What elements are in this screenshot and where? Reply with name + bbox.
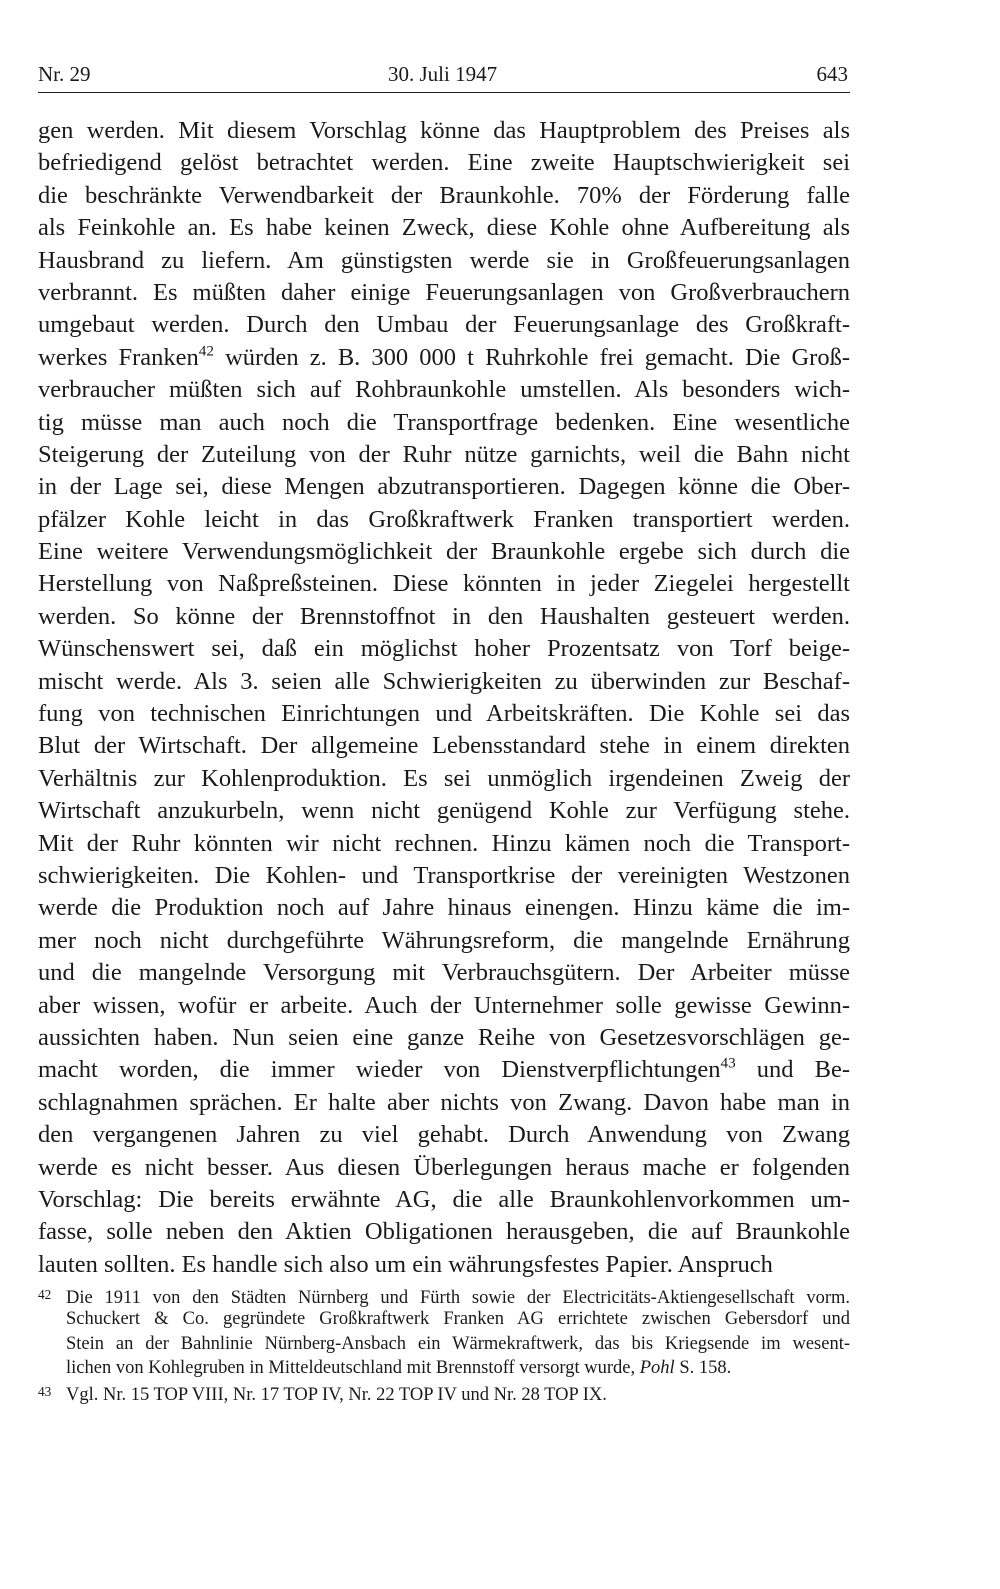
- text-line: werden. So könne der Brennstoffnot in den Haushalten gesteuert werden.: [38, 602, 850, 630]
- text-line: den vergangenen Jahren zu viel gehabt. Durch Anwendung von Zwang: [38, 1121, 850, 1149]
- text-line: Wünschenswert sei, daß ein möglichst hoher Prozentsatz von Torf beige-: [38, 635, 850, 663]
- text-line: als Feinkohle an. Es habe keinen Zweck, diese Kohle ohne Aufbereitung als: [38, 214, 850, 242]
- document-date: 30. Juli 1947: [388, 62, 498, 86]
- text-line: Hausbrand zu liefern. Am günstigsten werde sie in Großfeuerungsanlagen: [38, 246, 850, 274]
- footnote-ref-43[interactable]: 43: [720, 1054, 736, 1072]
- text-line: Blut der Wirtschaft. Der allgemeine Lebensstandard stehe in einem direkten: [38, 732, 850, 760]
- text-line: Mit der Ruhr könnten wir nicht rechnen. Hinzu kämen noch die Transport-: [38, 829, 850, 857]
- line-start: werkes Franken: [38, 343, 199, 371]
- text-line: verbrannt. Es müßten daher einige Feuerungsanlagen von Großverbrauchern: [38, 278, 850, 306]
- footnote-42: [38, 1283, 850, 1307]
- running-header: [38, 56, 850, 93]
- footnote-number: 42: [38, 1287, 52, 1302]
- text-line: pfälzer Kohle leicht in das Großkraftwerk Franken transportiert werden.: [38, 505, 850, 533]
- text-line: mer noch nicht durchgeführte Währungsreform, die mangelnde Ernährung: [38, 926, 850, 954]
- footnote-line: [66, 1356, 850, 1380]
- text-line: Eine weitere Verwendungsmöglichkeit der Braunkohle ergebe sich durch die: [38, 538, 850, 566]
- footnote-line: Die 1911 von den Städten Nürnberg und Fürth sowie der Electricitäts-Aktiengesellschaft vorm.: [66, 1287, 850, 1308]
- text-line: Wirtschaft anzukurbeln, wenn nicht genügend Kohle zur Verfügung stehe.: [38, 797, 850, 825]
- text-line: lauten sollten. Es handle sich also um ein währungsfestes Papier. Anspruch: [38, 1250, 773, 1278]
- footnote-ref-42[interactable]: 42: [198, 342, 214, 360]
- body-text: [38, 115, 850, 1281]
- text-line: verbraucher müßten sich auf Rohbraunkohle umstellen. Als besonders wich-: [38, 376, 850, 404]
- footnote-42-continuation: [38, 1332, 850, 1356]
- footnote-author: Pohl: [639, 1357, 675, 1378]
- footnote-line: Vgl. Nr. 15 TOP VIII, Nr. 17 TOP IV, Nr. 22 TOP IV und Nr. 28 TOP IX.: [66, 1385, 607, 1406]
- text-line: umgebaut werden. Durch den Umbau der Feuerungsanlage des Großkraft-: [38, 311, 850, 339]
- text-line: Steigerung der Zuteilung von der Ruhr nütze garnichts, weil die Bahn nicht: [38, 440, 850, 468]
- text-line: Verhältnis zur Kohlenproduktion. Es sei unmöglich irgendeinen Zweig der: [38, 764, 850, 792]
- page-number: 643: [816, 62, 848, 86]
- text-line: gen werden. Mit diesem Vorschlag könne das Hauptproblem des Preises als: [38, 117, 850, 144]
- text-line: schlagnahmen sprächen. Er halte aber nichts von Zwang. Davon habe man in: [38, 1088, 850, 1116]
- text-line: in der Lage sei, diese Mengen abzutransportieren. Dagegen könne die Ober-: [38, 473, 850, 501]
- text-line: aber wissen, wofür er arbeite. Auch der Unternehmer solle gewisse Gewinn-: [38, 991, 850, 1019]
- footnote-line: Schuckert & Co. gegründete Großkraftwerk Franken AG errichtete zwischen Gebersdorf und: [66, 1309, 850, 1330]
- text-line: werde die Produktion noch auf Jahre hinaus einengen. Hinzu käme die im-: [38, 894, 850, 922]
- line-end: und Be-: [735, 1056, 850, 1084]
- text-line: fung von technischen Einrichtungen und Arbeitskräften. Die Kohle sei das: [38, 700, 850, 728]
- footnote-43: [38, 1380, 850, 1404]
- line-end: würden z. B. 300 000 t Ruhrkohle frei gemacht. Die Groß-: [213, 343, 850, 371]
- text-line: aussichten haben. Nun seien eine ganze Reihe von Gesetzesvorschlägen ge-: [38, 1023, 850, 1051]
- text-line: und die mangelnde Versorgung mit Verbrauchsgütern. Der Arbeiter müsse: [38, 959, 850, 987]
- footnote-42-continuation: [38, 1356, 850, 1380]
- text-line: fasse, solle neben den Aktien Obligationen herausgeben, die auf Braunkohle: [38, 1218, 850, 1246]
- text-line: die beschränkte Verwendbarkeit der Braunkohle. 70% der Förderung falle: [38, 181, 850, 209]
- footnote-page-ref: S. 158.: [674, 1357, 732, 1378]
- text-line: mischt werde. Als 3. seien alle Schwierigkeiten zu überwinden zur Beschaf-: [38, 667, 850, 695]
- text-line: Herstellung von Naßpreßsteinen. Diese könnten in jeder Ziegelei hergestellt: [38, 570, 850, 598]
- text-line: tig müsse man auch noch die Transportfrage bedenken. Eine wesentliche: [38, 408, 850, 436]
- text-line: werde es nicht besser. Aus diesen Überlegungen heraus mache er folgenden: [38, 1153, 850, 1181]
- text-line: befriedigend gelöst betrachtet werden. Eine zweite Hauptschwierigkeit sei: [38, 149, 850, 177]
- footnote-number: 43: [38, 1384, 52, 1400]
- footnote-42-continuation: [38, 1307, 850, 1331]
- footnote-text: lichen von Kohlegruben in Mitteldeutschland mit Brennstoff versorgt wurde,: [66, 1357, 640, 1378]
- text-line-with-footnote-43: [38, 1054, 850, 1086]
- footnote-line: Stein an der Bahnlinie Nürnberg-Ansbach ein Wärmekraftwerk, das bis Kriegsende im wesent-: [66, 1333, 850, 1354]
- text-line: schwierigkeiten. Die Kohlen- und Transportkrise der vereinigten Westzonen: [38, 861, 850, 889]
- text-line: Vorschlag: Die bereits erwähnte AG, die alle Braunkohlenvorkommen um-: [38, 1185, 850, 1213]
- line-start: macht worden, die immer wieder von Dienstverpflichtungen: [38, 1056, 721, 1084]
- document-number: Nr. 29: [38, 62, 91, 86]
- footnotes: [38, 1283, 850, 1404]
- text-line-with-footnote-42: [38, 342, 850, 374]
